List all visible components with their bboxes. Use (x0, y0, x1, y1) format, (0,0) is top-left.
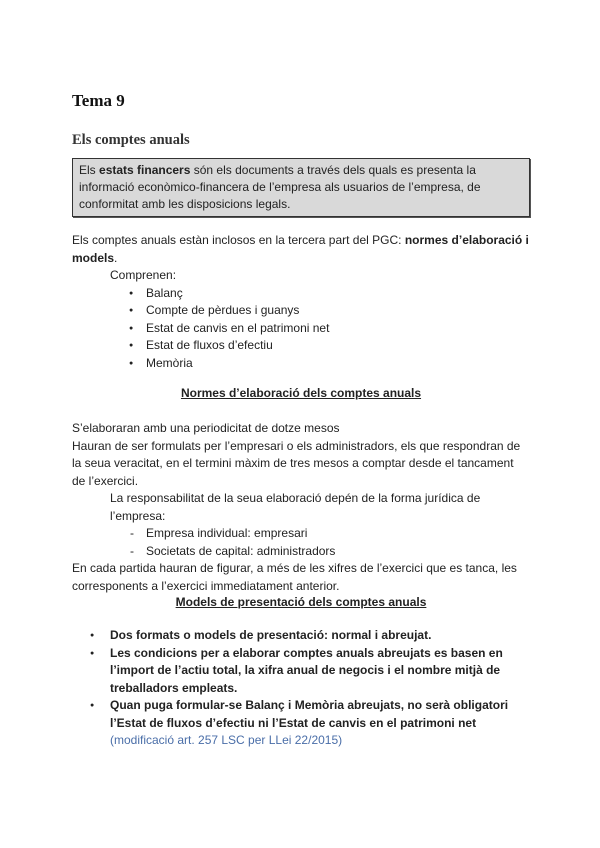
list-item (72, 697, 530, 750)
paragraph: La responsabilitat de la seua elaboració depén de la forma jurídica de l’empresa: (110, 491, 481, 523)
normes-heading: Normes d’elaboració dels comptes anuals (180, 386, 422, 400)
list-item: ● Estat de fluxos d’efectiu (72, 337, 530, 355)
list-item: ● Estat de canvis en el patrimoni net (72, 320, 530, 338)
models-heading: Models de presentació dels comptes anuals (175, 595, 427, 609)
paragraph: Hauran de ser formulats per l’empresari o els administradors, els que respondran de la seua veracitat, en el termini màxim de tres mesos a comptar desde el tancament de l’exercici. (72, 438, 521, 488)
models-block (72, 627, 530, 750)
list-item: - Empresa individual: empresari (72, 525, 530, 543)
intro-paragraph (72, 232, 530, 267)
intro-text: Els comptes anuals estàn inclosos en la tercera part del PGC: (72, 233, 405, 247)
paragraph: En cada partida hauran de figurar, a més de les xifres de l’exercici que es tanca, les corresponents a l’exercici immediatament anterior. (72, 561, 517, 593)
list-item: ● Les condicions per a elaborar comptes anuals abreujats es basen en l’import de l’actiu total, la xifra anual de negocis i el nombre mitjà de treballadors empleats. (72, 645, 530, 698)
list-item-text: Quan puga formular-se Balanç i Memòria abreujats, no serà obligatori l’Estat de fluxos d’efectiu ni l’Estat de canvis en el patrimoni net (110, 698, 509, 730)
paragraph: S’elaboraran amb una periodicitat de dotze mesos (72, 421, 340, 435)
normes-block (72, 420, 530, 595)
components-list (72, 285, 530, 373)
list-item: ● Compte de pèrdues i guanys (72, 302, 530, 320)
models-list (72, 627, 530, 750)
section-heading: Els comptes anuals (72, 132, 190, 148)
box-text: Els (79, 163, 100, 177)
box-text: són els documents a través dels quals es presenta la informació econòmico-financera de l’empresa als usuarios de l’empresa, de conformitat amb les disposicions legals. (79, 163, 481, 211)
list-item: ● Memòria (72, 355, 530, 373)
definition-box (72, 158, 530, 217)
intro-end: . (114, 250, 118, 265)
box-bold: estats financers (99, 163, 191, 177)
law-reference-link[interactable]: (modificació art. 257 LSC per LLei 22/2015) (110, 733, 343, 747)
list-item: - Societats de capital: administradors (72, 543, 530, 561)
intro-bold: normes d’elaboració i models (72, 233, 529, 265)
list-item: ● Dos formats o models de presentació: normal i abreujat. (72, 627, 530, 645)
page-title: Tema 9 (72, 91, 125, 110)
comprenen-label: Comprenen: (110, 268, 177, 282)
dash-list (72, 525, 530, 560)
list-item: ● Balanç (72, 285, 530, 303)
intro-block (72, 232, 530, 372)
